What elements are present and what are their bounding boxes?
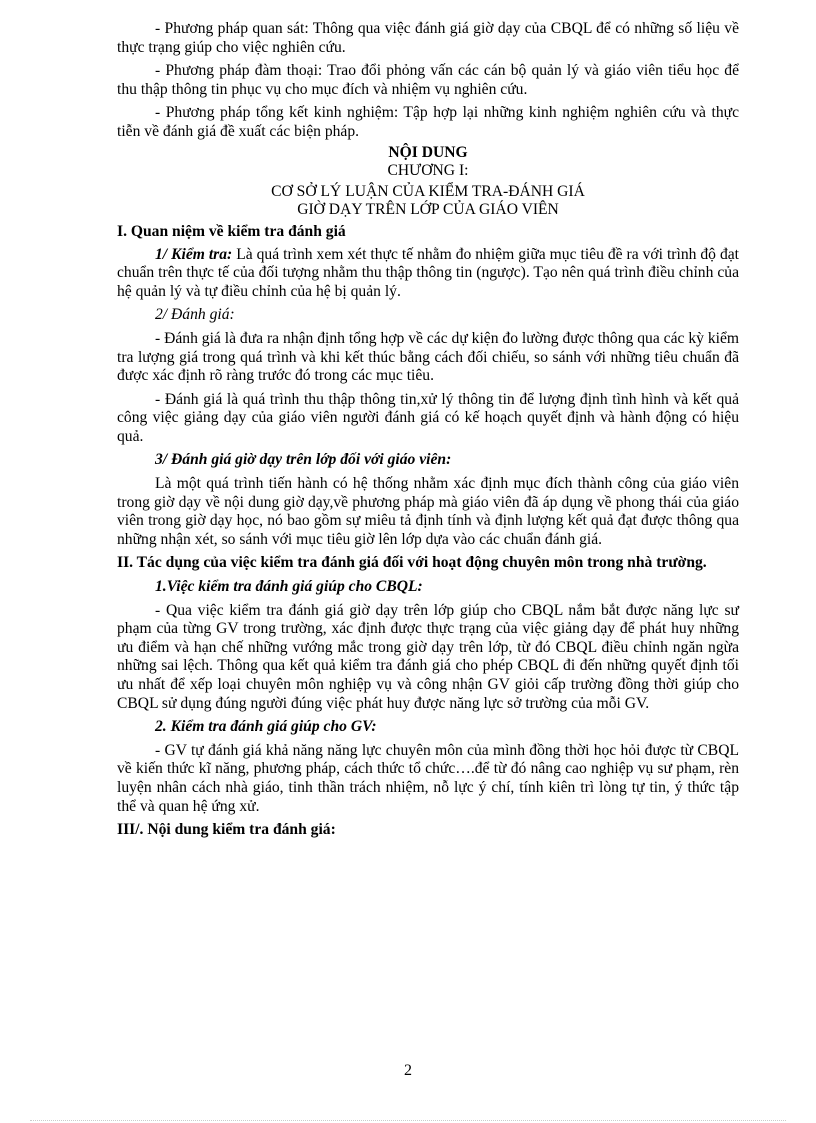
document-page <box>117 20 739 840</box>
cbql-paragraph: - Qua việc kiểm tra đánh giá giờ dạy trên lớp giúp cho CBQL nắm bắt được năng lực sư phạm của từng GV trong trường, xác định được thực trạng của việc giảng dạy để phát huy những ưu điểm và hạn chế những vướng mắc trong giờ dạy trên lớp, từ đó CBQL điều chỉnh ngăn ngừa những sai lệch. Thông qua kết quả kiểm tra đánh giá cho phép CBQL đi đến những quyết định tối ưu nhất để xếp loại chuyên môn nghiệp vụ và công nhận GV giỏi cấp trường đồng thời giúp cho CBQL sử dụng đúng người đúng việc phát huy được năng lực sở trường của mỗi GV. <box>117 601 739 712</box>
content-heading: NỘI DUNG <box>388 143 468 161</box>
chapter-number: CHƯƠNG I: <box>387 162 469 180</box>
danh-gia-paragraph-2: - Đánh giá là quá trình thu thập thông tin,xử lý thông tin để lượng định tình hình và kết quả công việc giảng dạy của giáo viên người đánh giá có kế hoạch quyết định và hành động có hiệu quả. <box>117 390 739 445</box>
cbql-label: 1.Việc kiểm tra đánh giá giúp cho CBQL: <box>155 578 423 596</box>
section-2-heading: II. Tác dụng của việc kiểm tra đánh giá đối với hoạt động chuyên môn trong nhà trường. <box>117 554 707 572</box>
page-number: 2 <box>404 1062 412 1079</box>
section-3-heading: III/. Nội dung kiểm tra đánh giá: <box>117 821 336 839</box>
gv-label: 2. Kiểm tra đánh giá giúp cho GV: <box>155 718 377 736</box>
kiem-tra-text: Là quá trình xem xét thực tế nhằm đo nhiệm giữa mục tiêu đề ra với trình độ đạt chuẩn trên thực tế của đối tượng nhằm thu thập thông tin (ngược). Tạo nên quá trình điều chỉnh của hệ quản lý và tự điều chỉnh của hệ bị quản lý. <box>117 245 739 300</box>
kiem-tra-paragraph <box>117 246 739 302</box>
gio-day-label: 3/ Đánh giá giờ dạy trên lớp đối với giáo viên: <box>155 451 452 469</box>
page-bottom-divider <box>30 1120 786 1121</box>
kiem-tra-label: 1/ Kiểm tra: <box>155 245 233 263</box>
chapter-title-line-1: CƠ SỞ LÝ LUẬN CỦA KIỂM TRA-ĐÁNH GIÁ <box>271 182 585 200</box>
danh-gia-label: 2/ Đánh giá: <box>155 306 235 324</box>
method-dialogue-paragraph: - Phương pháp đàm thoại: Trao đổi phỏng vấn các cán bộ quản lý và giáo viên tiểu học để thu thập thông tin phục vụ cho mục đích và nhiệm vụ nghiên cứu. <box>117 62 739 98</box>
chapter-title-line-2: GIỜ DẠY TRÊN LỚP CỦA GIÁO VIÊN <box>297 201 559 219</box>
method-observation-paragraph: - Phương pháp quan sát: Thông qua việc đánh giá giờ dạy của CBQL để có những số liệu về thực trạng giúp cho việc nghiên cứu. <box>117 20 739 56</box>
danh-gia-paragraph-1: - Đánh giá là đưa ra nhận định tổng hợp về các dự kiện đo lường được thông qua các kỳ kiểm tra lượng giá trong quá trình và khi kết thúc bằng cách đối chiếu, so sánh với những tiêu chuẩn đã được xác định rõ ràng trước đó trong các mục tiêu. <box>117 329 739 385</box>
gv-paragraph: - GV tự đánh giá khả năng năng lực chuyên môn của mình đồng thời học hỏi được từ CBQL về kiến thức kĩ năng, phương pháp, cách thức tổ chức….để từ đó nâng cao nghiệp vụ sư phạm, rèn luyện nhân cách nhà giáo, tinh thần trách nhiệm, nỗ lực ý chí, tính kiên trì lòng tự tin, ý thức tập thể và quan hệ ứng xử. <box>117 741 739 815</box>
method-experience-paragraph: - Phương pháp tổng kết kinh nghiệm: Tập hợp lại những kinh nghiệm nghiên cứu và thực tiễn về đánh giá đề xuất các biện pháp. <box>117 104 739 140</box>
section-1-heading: I. Quan niệm về kiểm tra đánh giá <box>117 222 346 240</box>
gio-day-paragraph: Là một quá trình tiến hành có hệ thống nhằm xác định mục đích thành công của giáo viên trong giờ dạy về nội dung giờ dạy,về phương pháp mà giáo viên đã áp dụng về phong thái của giáo viên trong giờ dạy học, nó bao gồm sự miêu tả định tính và định lượng kết quả đạt được thông qua những nhận xét, so sánh với mục tiêu giờ lên lớp dựa vào các chuẩn đánh giá. <box>117 475 739 548</box>
